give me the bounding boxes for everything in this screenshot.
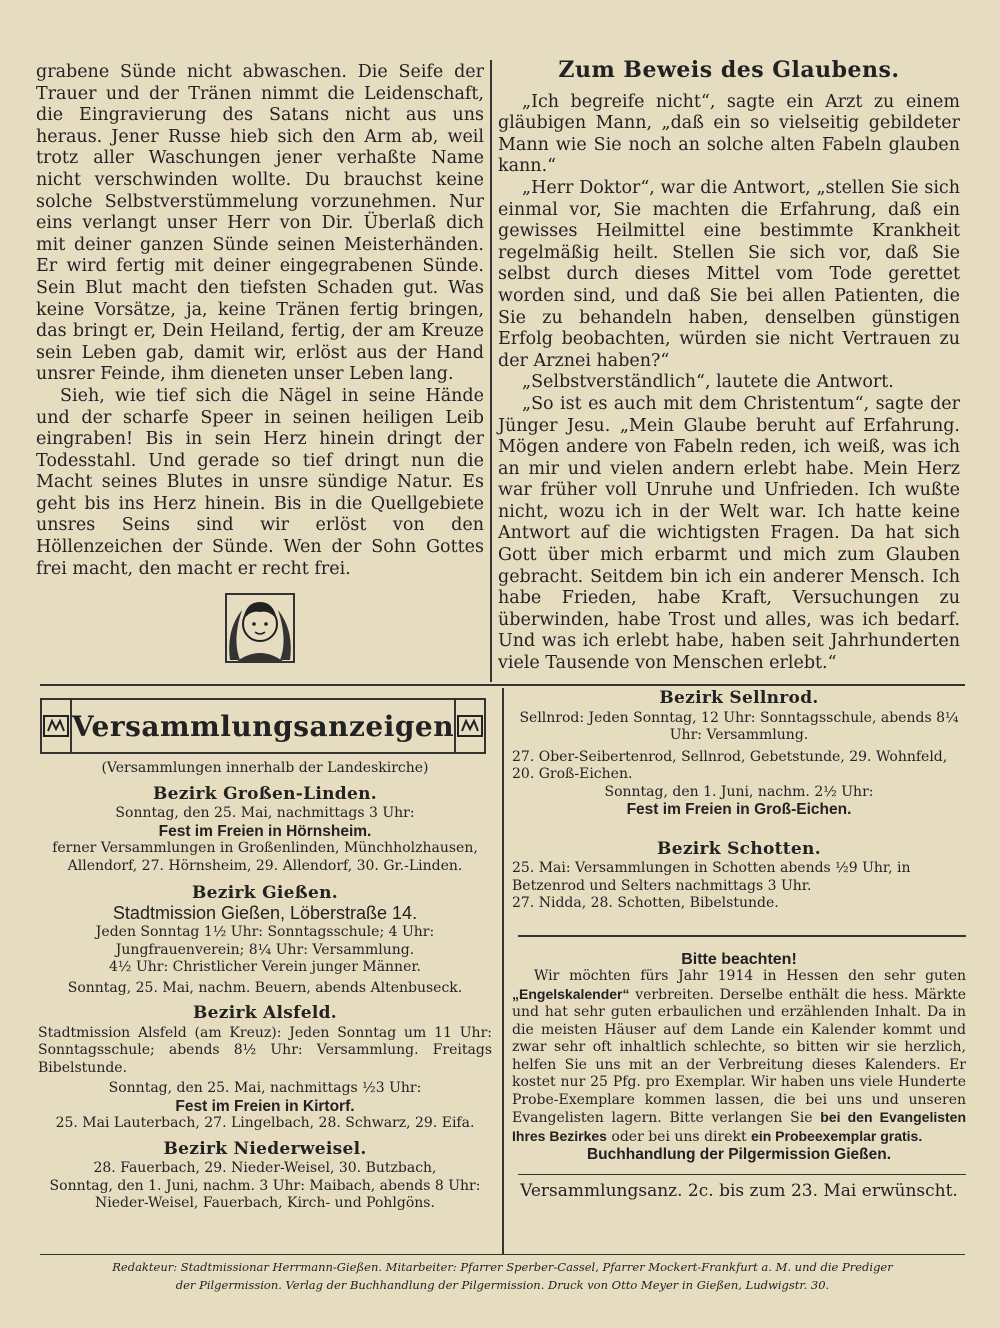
notice-signature: Buchhandlung der Pilgermission Gießen.: [586, 1146, 891, 1163]
article-title: Zum Beweis des Glaubens.: [558, 57, 900, 83]
emblem-box-icon: [457, 715, 483, 737]
bezirk-title: Bezirk Gießen.: [192, 883, 338, 903]
banner-subtitle: (Versammlungen innerhalb der Landeskirche): [101, 760, 429, 776]
left-paragraph-1: grabene Sünde nicht abwaschen. Die Seife der Trauer und der Tränen nimmt die Leidenschaft, die Eingravierung des Satans nicht aus uns heraus. Jener Russe hieb sich den Arm ab, weil trotz aller Waschungen jener verhaßte Name nicht verschwinden wollte. Du brauchst keine solche Selbstverstümmelung vorzunehmen. Nur eins verlangt unser Herr von Dir. Überlaß dich mit deiner ganzen Sünde seinen Meisterhänden. Er wird fertig mit deiner eingegrabenen Sünde. Sein Blut macht den tiefsten Schaden gut. Was keine Vorsätze, ja, keine Tränen fertig bringen, das bringt er, Dein Heiland, fertig, der am Kreuze sein Leben gab, damit wir, erlöst aus der Hand unsrer Feinde, ihm dieneten unser Leben lang.: [36, 62, 484, 385]
event-details: 27. Nidda, 28. Schotten, Bibelstunde.: [512, 895, 779, 911]
event-date: Sonntag, den 25. Mai, nachmittags ½3 Uhr:: [108, 1080, 422, 1096]
event-details: Sellnrod: Jeden Sonntag, 12 Uhr: Sonntagsschule, abends 8¼ Uhr: Versammlung.: [519, 709, 959, 743]
bezirk-title: Bezirk Alsfeld.: [192, 1003, 338, 1023]
footer-divider: [40, 1254, 965, 1255]
event-details: 27. Ober-Seibertenrod, Sellnrod, Gebetstunde, 29. Wohnfeld, 20. Groß-Eichen.: [512, 748, 948, 782]
event-details: 28. Fauerbach, 29. Nieder-Weisel, 30. Butzbach,: [93, 1160, 437, 1176]
announcements-right: [512, 690, 966, 1200]
bezirk-title: Bezirk Sellnrod.: [659, 688, 819, 708]
event-details: Sonntag, 25. Mai, nachm. Beuern, abends Altenbuseck.: [67, 979, 463, 996]
bezirk-title: Bezirk Schotten.: [657, 838, 821, 859]
event-date: Sonntag, den 1. Juni, nachm. 2½ Uhr:: [604, 783, 874, 800]
section-divider: [40, 684, 965, 686]
event-details: Sonntag, den 1. Juni, nachm. 3 Uhr: Maibach, abends 8 Uhr: Nieder-Weisel, Fauerbach, Kirch- und Pohlgöns.: [49, 1177, 481, 1211]
emblem-box-icon: [43, 715, 69, 737]
event-details: 25. Mai Lauterbach, 27. Lingelbach, 28. Schwarz, 29. Eifa.: [55, 1115, 475, 1131]
event-date: Sonntag, den 25. Mai, nachmittags 3 Uhr:: [115, 805, 415, 821]
column-divider-top: [490, 60, 492, 682]
emblem-box-right: [454, 700, 484, 752]
stadtmission-heading: Stadtmission Gießen, Löberstraße 14.: [112, 902, 418, 923]
right-paragraph-3: „Selbstverständlich“, lautete die Antwort.: [522, 372, 894, 393]
deadline-divider: [518, 1174, 966, 1175]
imprint-line-1: Redakteur: Stadtmissionar Herrmann-Gießen. Mitarbeiter: Pfarrer Sperber-Cassel, Pfarrer Mockert-Frankfurt a. M. und die Prediger: [112, 1260, 893, 1274]
notice-body: [512, 968, 966, 1146]
column-divider-bottom: [502, 688, 504, 1254]
notice-bold-2: ein Probeexemplar gratis.: [751, 1127, 923, 1144]
event-fest: Fest im Freien in Groß-Eichen.: [626, 801, 852, 818]
deadline-notice: Versammlungsanz. 2c. bis zum 23. Mai erwünscht.: [520, 1180, 958, 1201]
notice-kalender: „Engelskalender“: [512, 985, 630, 1002]
bezirk-title: Bezirk Großen-Linden.: [153, 783, 377, 804]
event-details: 25. Mai: Versammlungen in Schotten abends ½9 Uhr, in Betzenrod und Selters nachmittags 3 Uhr.: [512, 860, 911, 894]
event-details: Stadtmission Alsfeld (am Kreuz): Jeden Sonntag um 11 Uhr: Sonntagsschule; abends 8½ Uhr: Versammlung. Freitags Bibelstunde.: [38, 1024, 492, 1076]
left-article: [36, 62, 484, 580]
notice-divider: [518, 935, 966, 937]
right-paragraph-2: „Herr Doktor“, war die Antwort, „stellen Sie sich einmal vor, Sie machten die Erfahrung, daß ein gewisses Heilmittel eine bestimmte Krankheit regelmäßig heilt. Stellen Sie sich vor, daß Sie selbst durch dieses Mittel vom Tode gerettet worden sind, und daß Sie bei allen Patienten, die Sie zu behandeln haben, denselben günstigen Erfolg beobachten, würden sie nicht Vertrauen zu der Arznei haben?“: [498, 177, 960, 371]
imprint-footer: [40, 1258, 965, 1294]
right-article: [498, 57, 960, 675]
right-paragraph-4: „So ist es auch mit dem Christentum“, sagte der Jünger Jesu. „Mein Glaube beruht auf Erfahrung. Mögen andere von Fabeln reden, ich weiß, was ich an mir und vielen andern erlebt habe. Mein Herz war früher voll Unruhe und Unfrieden. Ich wußte nicht, wozu ich in der Welt war. Ich hatte keine Antwort auf die wichtigsten Fragen. Da hat sich Gott über mich erbarmt und mich zum Glauben gebracht. Seitdem bin ich ein anderer Mensch. Ich habe Frieden, habe Kraft, Versuchungen zu überwinden, habe Trost und alles, was ich bedarf. Und was ich erlebt habe, haben seit Jahrhunderten viele Tausende von Menschen erlebt.“: [498, 393, 960, 674]
bezirk-title: Bezirk Niederweisel.: [163, 1138, 367, 1159]
notice-intro: Wir möchten fürs Jahr 1914 in Hessen den sehr guten: [534, 968, 966, 984]
left-paragraph-2: Sieh, wie tief sich die Nägel in seine Hände und der scharfe Speer in seinen heiligen Leib eingraben! Bis in sein Herz hinein dringt der Todesstahl. Und gerade so tief dringt nun die Macht seines Blutes in unsre sündige Natur. Es geht bis ins Herz hinein. Bis in die Quellgebiete unsres Seins sind wir erlöst von den Höllenzeichen der Sünde. Wen der Sohn Gottes frei macht, den macht er recht frei.: [36, 385, 484, 579]
notice-bold-1: bei den Evangelisten Ihres Bezirkes: [512, 1109, 967, 1144]
notice-mid: oder bei uns direkt: [606, 1128, 752, 1145]
event-fest: Fest im Freien in Hörnsheim.: [158, 822, 372, 840]
event-details: 4½ Uhr: Christlicher Verein junger Männer.: [109, 959, 421, 975]
announcements-left: [38, 760, 492, 1213]
emblem-box-left: [42, 700, 72, 752]
child-face-ornament-icon: [222, 590, 298, 666]
notice-rest: verbreiten. Derselbe enthält die hess. Märkte und hat sehr guten erbaulichen und erzählenden Inhalt. Da in die meisten Häuser auf dem Lande ein Kalender kommt und zwar sehr oft inhaltlich schlechte, so bitten wir sie herzlich, helfen Sie uns mit an der Verbreitung dieses Kalenders. Er kostet nur 25 Pfg. pro Exemplar. Wir haben uns viele Hunderte Probe-Exemplare kommen lassen, die bei uns und unseren Evangelisten lagern. Bitte verlangen Sie: [512, 986, 966, 1126]
imprint-line-2: der Pilgermission. Verlag der Buchhandlung der Pilgermission. Druck von Otto Meyer in Gießen, Ludwigstr. 30.: [175, 1278, 830, 1292]
event-details: Jeden Sonntag 1½ Uhr: Sonntagsschule; 4 Uhr: Jungfrauenverein; 8¼ Uhr: Versammlung.: [95, 924, 435, 958]
notice-title: Bitte beachten!: [681, 950, 797, 968]
event-details: ferner Versammlungen in Großenlinden, Münchholzhausen, Allendorf, 27. Hörnsheim, 29. Allendorf, 30. Gr.-Linden.: [52, 840, 478, 874]
versammlungs-banner: [40, 698, 486, 754]
right-paragraph-1: „Ich begreife nicht“, sagte ein Arzt zu einem gläubigen Mann, „daß ein so vielseitig gebildeter Mann wie Sie noch an solche alten Fabeln glauben kann.“: [498, 91, 960, 177]
banner-title: Versammlungsanzeigen: [71, 709, 455, 743]
event-fest: Fest im Freien in Kirtorf.: [175, 1097, 355, 1115]
